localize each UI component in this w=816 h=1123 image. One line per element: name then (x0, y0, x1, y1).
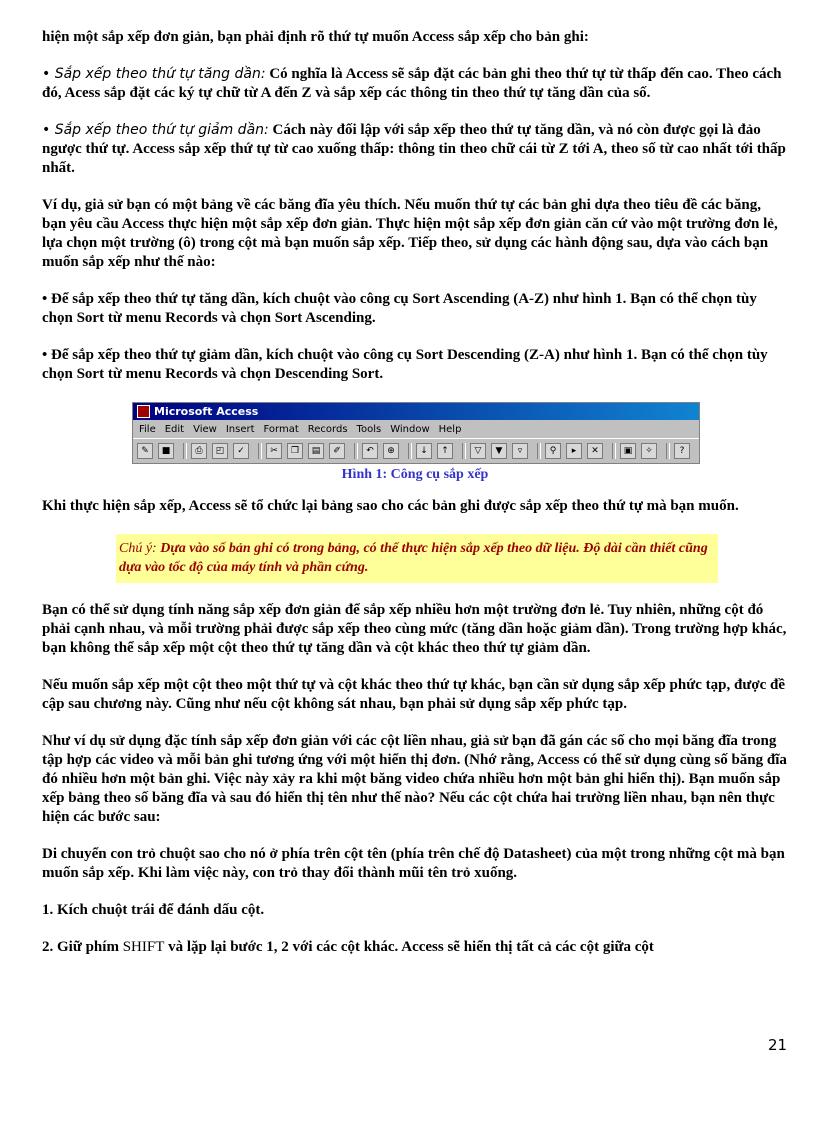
separator (183, 443, 187, 459)
window-title: Microsoft Access (154, 405, 259, 418)
paragraph: Bạn có thể sử dụng tính năng sắp xếp đơn giản để sắp xếp nhiều hơn một trường đơn lẻ. Tuy nhiên, những cột đó phải cạnh nhau, và mỗi trường phải được sắp xếp theo cùng mức (tăng dần hoặc giảm dần). Trong trường hợp khác, bạn không thể sắp xếp một cột theo thứ tự tăng dần và cột khác theo thứ tự giảm dần. (42, 602, 787, 656)
sort-descending-icon[interactable]: ↑ (437, 443, 453, 459)
paragraph: • Để sắp xếp theo thứ tự giảm dần, kích chuột vào công cụ Sort Descending (Z-A) như hình 1. Bạn có thể chọn tùy chọn Sort từ menu Records và chọn Descending Sort. (42, 347, 768, 382)
delete-record-icon[interactable]: ✕ (587, 443, 603, 459)
new-object-icon[interactable]: ✧ (641, 443, 657, 459)
paragraph: Di chuyển con trỏ chuột sao cho nó ở phía trên cột tên (phía trên chế độ Datasheet) của một trong những cột mà bạn muốn sắp xếp. Khi làm việc này, con trỏ thay đổi thành mũi tên trỏ xuống. (42, 846, 785, 881)
menu-tools[interactable]: Tools (356, 423, 382, 435)
menu-edit[interactable]: Edit (164, 423, 185, 435)
menu-window[interactable]: Window (390, 423, 430, 435)
document-page (42, 28, 787, 975)
help-icon[interactable]: ? (674, 443, 690, 459)
paragraph: Ví dụ, giả sử bạn có một bảng về các băng đĩa yêu thích. Nếu muốn thứ tự các bản ghi dựa theo tiêu đề các băng, bạn yêu cầu Access thực hiện một sắp xếp đơn giản. Thực hiện một sắp xếp đơn giản căn cứ vào một trường đơn lẻ, lựa chọn một trường (ô) trong cột mà bạn muốn sắp xếp. Tiếp theo, sử dụng các hành động sau, dựa vào cách bạn muốn sắp xếp như thế nào: (42, 197, 778, 270)
paragraph: hiện một sắp xếp đơn giản, bạn phải định rõ thứ tự muốn Access sắp xếp cho bản ghi: (42, 29, 589, 45)
new-record-icon[interactable]: ▸ (566, 443, 582, 459)
paragraph (42, 65, 787, 103)
bullet-lead: • Sắp xếp theo thứ tự tăng dần: (42, 66, 266, 82)
paragraph (42, 938, 787, 957)
note-label: Chú ý: (119, 541, 157, 556)
undo-icon[interactable]: ↶ (362, 443, 378, 459)
print-icon[interactable]: ⎙ (191, 443, 207, 459)
menu-view[interactable]: View (193, 423, 217, 435)
spelling-icon[interactable]: ✓ (233, 443, 249, 459)
menu-records[interactable]: Records (307, 423, 348, 435)
note-box (116, 534, 718, 583)
view-icon[interactable]: ✎ (137, 443, 153, 459)
separator (537, 443, 541, 459)
cut-icon[interactable]: ✂ (266, 443, 282, 459)
menu-insert[interactable]: Insert (225, 423, 255, 435)
menu-file[interactable]: File (139, 423, 156, 435)
menu-help[interactable]: Help (438, 423, 462, 435)
hyperlink-icon[interactable]: ⊕ (383, 443, 399, 459)
page-number: 21 (768, 1036, 788, 1054)
window-titlebar (133, 403, 699, 420)
toolbar-screenshot (132, 402, 700, 464)
paragraph: Như ví dụ sử dụng đặc tính sắp xếp đơn giản với các cột liền nhau, giả sử bạn đã gán các số cho mọi băng đĩa trong tập hợp các video và mỗi bản ghi tương ứng với một hiển thị đơn. (Nhớ rằng, Access có thể sử dụng cùng số băng đĩa đó nhiều hơn một bản ghi. Việc này xảy ra khi một băng video chứa nhiều hơn một bản ghi hiển thị). Bạn muốn sắp xếp bảng theo số băng đĩa và sau đó hiển thị tên như thế nào? Nếu các cột chứa hai trường liền nhau, bạn nên thực hiện các bước sau: (42, 733, 787, 825)
separator (354, 443, 358, 459)
database-window-icon[interactable]: ▣ (620, 443, 636, 459)
paragraph: Khi thực hiện sắp xếp, Access sẽ tổ chức lại bảng sao cho các bản ghi được sắp xếp theo thứ tự mà bạn muốn. (42, 498, 739, 514)
paragraph (42, 121, 787, 178)
figure-caption: Hình 1: Công cụ sắp xếp (341, 467, 489, 482)
save-icon[interactable]: ■ (158, 443, 174, 459)
find-icon[interactable]: ⚲ (545, 443, 561, 459)
text-run: và lặp lại bước 1, 2 với các cột khác. Access sẽ hiển thị tất cả các cột giữa cột (164, 939, 654, 955)
paragraph: Nếu muốn sắp xếp một cột theo một thứ tự và cột khác theo thứ tự khác, bạn cần sử dụng sắp xếp phức tạp, được đề cập sau chương này. Cũng như nếu cột không sát nhau, bạn phải sử dụng sắp xếp phức tạp. (42, 677, 786, 712)
figure-toolbar (132, 402, 698, 483)
text-run: 2. Giữ phím (42, 939, 123, 955)
paste-icon[interactable]: ▤ (308, 443, 324, 459)
paragraph: • Để sắp xếp theo thứ tự tăng dần, kích chuột vào công cụ Sort Ascending (A-Z) như hình 1. Bạn có thể chọn tùy chọn Sort từ menu Records và chọn Sort Ascending. (42, 291, 757, 326)
bullet-body: Cách này đối lập với sắp xếp theo thứ tự tăng dần, và nó còn được gọi là đảo ngược thứ tự. Access sắp xếp thứ tự từ cao xuống thấp: thông tin theo chữ cái từ Z tới A, theo số từ cao nhất tới thấp nhất. (42, 122, 786, 176)
separator (408, 443, 412, 459)
sort-ascending-icon[interactable]: ↓ (416, 443, 432, 459)
note-text: Dựa vào số bản ghi có trong bảng, có thể thực hiện sắp xếp theo dữ liệu. Độ dài cần thiết cũng dựa vào tốc độ của máy tính và phần cứng. (119, 541, 708, 575)
bullet-body: Có nghĩa là Access sẽ sắp đặt các bản ghi theo thứ tự từ thấp đến cao. Theo cách đó, Acess sắp đặt các ký tự chữ từ A đến Z và sắp xếp các thông tin theo thứ tự tăng dần của số. (42, 66, 782, 101)
paragraph: 1. Kích chuột trái để đánh dấu cột. (42, 902, 265, 918)
separator (666, 443, 670, 459)
format-painter-icon[interactable]: ✐ (329, 443, 345, 459)
toolbar-buttons (133, 438, 699, 463)
menu-format[interactable]: Format (263, 423, 299, 435)
separator (258, 443, 262, 459)
filter-by-selection-icon[interactable]: ▽ (470, 443, 486, 459)
access-app-icon (137, 405, 150, 418)
filter-by-form-icon[interactable]: ▼ (491, 443, 507, 459)
copy-icon[interactable]: ❐ (287, 443, 303, 459)
print-preview-icon[interactable]: ◰ (212, 443, 228, 459)
separator (612, 443, 616, 459)
menu-bar (133, 420, 699, 438)
separator (462, 443, 466, 459)
bullet-lead: • Sắp xếp theo thứ tự giảm dần: (42, 122, 269, 138)
apply-filter-icon[interactable]: ▿ (512, 443, 528, 459)
key-name: SHIFT (122, 939, 165, 955)
